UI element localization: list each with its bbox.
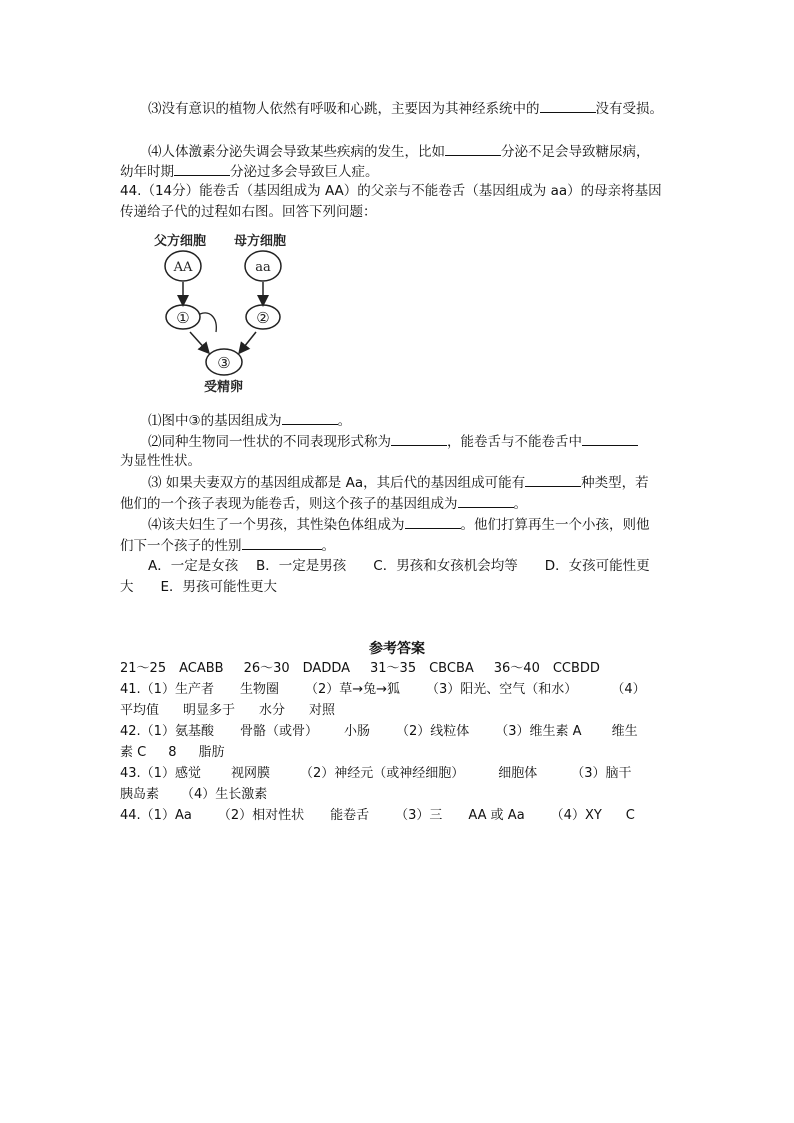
q43-part3-text-a: ⑶没有意识的植物人依然有呼吸和心跳，主要因为其神经系统中的 [148, 101, 540, 117]
answer-43-part: 胰岛素 [120, 787, 160, 802]
father-genes: AA [173, 260, 193, 275]
answer-21-25: 21～25 ACABB [120, 661, 224, 676]
answer-42-part: 素 C [120, 745, 147, 760]
q43-part4-line1 [148, 141, 650, 162]
answer-44-part: 44.（1）Aa [120, 808, 192, 823]
answer-41-line1 [120, 680, 646, 700]
answer-43-part: 细胞体 [498, 766, 538, 781]
answer-43-part: （2）神经元（或神经细胞） [299, 766, 465, 781]
answer-42-part: （2）线粒体 [395, 724, 470, 739]
sperm-tail [200, 313, 216, 332]
q44-sub2-line1 [148, 431, 638, 452]
answer-44-line [120, 806, 635, 826]
q44-sub3-line2 [120, 493, 527, 514]
answers-row-21-40 [120, 659, 600, 679]
q44-sub3-text-c: 他们的一个孩子表现为能卷舌，则这个孩子的基因组成为 [120, 496, 458, 512]
answer-43-part: （3）脑干 [571, 766, 632, 781]
node-2-label: ② [256, 309, 270, 327]
q44-sub1 [148, 410, 351, 431]
q44-sub3-text-b: 种类型，若 [581, 475, 649, 491]
answer-44-part: C [625, 808, 635, 823]
answer-41-part: 对照 [309, 703, 336, 718]
answer-42-line1 [120, 722, 638, 742]
q44-options-line2: 大 E．男孩可能性更大 [120, 579, 278, 595]
answer-42-part: 维生 [611, 724, 638, 739]
q44-sub1-blank [282, 410, 338, 425]
node-3-label: ③ [217, 354, 231, 372]
answer-43-part: （4）生长激素 [181, 787, 268, 802]
answer-44-part: （2）相对性状 [217, 808, 305, 823]
answer-42-part: 42.（1）氨基酸 [120, 724, 214, 739]
q44-sub3-text-a: ⑶ 如果夫妻双方的基因组成都是 Aa，其后代的基因组成可能有 [148, 475, 526, 491]
q44-options-line1: A．一定是女孩 B．一定是男孩 C．男孩和女孩机会均等 D．女孩可能性更 [148, 558, 650, 574]
gene-transfer-diagram [148, 228, 308, 398]
answer-41-line2 [120, 701, 335, 721]
q44-sub4-blank-2 [242, 535, 322, 550]
q44-sub3-blank-1 [525, 472, 581, 487]
q44-sub4-text-a: ⑷该夫妇生了一个男孩，其性染色体组成为 [148, 517, 405, 533]
answer-41-part: 水分 [259, 703, 286, 718]
q44-sub3-blank-2 [458, 493, 514, 508]
q44-sub2-blank-2 [582, 431, 638, 446]
q44-sub4-text-c: 们下一个孩子的性别 [120, 538, 242, 554]
zygote-label: 受精卵 [204, 380, 244, 395]
q43-part3-blank [540, 98, 596, 113]
answer-43-line1 [120, 764, 632, 784]
q44-sub4-blank-1 [405, 514, 461, 529]
q44-sub1-text-b: 。 [337, 413, 352, 429]
answer-41-part: 41.（1）生产者 [120, 682, 214, 697]
arrow-sperm-to-zygote [190, 332, 208, 352]
q44-sub4-text-d: 。 [321, 538, 335, 554]
q43-part4-text-b: 分泌不足会导致糖尿病， [501, 144, 650, 160]
answers-title: 参考答案 [369, 641, 425, 657]
answer-31-35: 31～35 CBCBA [370, 661, 474, 676]
answer-41-part: （4） [611, 682, 646, 697]
father-cell-label: 父方细胞 [154, 234, 207, 249]
q43-part4-text-d: 分泌过多会导致巨人症。 [230, 164, 379, 180]
answer-42-part: 脂肪 [198, 745, 225, 760]
q44-sub4-line2 [120, 535, 335, 556]
arrow-egg-to-zygote [240, 332, 256, 352]
mother-cell-label: 母方细胞 [234, 234, 287, 249]
answer-41-part: （3）阳光、空气（和水） [426, 682, 578, 697]
q44-sub3-line1 [148, 472, 649, 493]
q43-part4-text-a: ⑷人体激素分泌失调会导致某些疾病的发生，比如 [148, 144, 445, 160]
q43-part4-blank-1 [445, 141, 501, 156]
answer-43-line2 [120, 785, 267, 805]
q43-part3-text-b: 没有受损。 [595, 101, 663, 117]
q44-sub2-blank-1 [391, 431, 447, 446]
answer-44-part: （4）XY [550, 808, 602, 823]
q44-sub4-text-b: 。他们打算再生一个小孩，则他 [460, 517, 650, 533]
q43-part4-text-c: 幼年时期 [120, 164, 174, 180]
answer-42-part: 骨骼（或骨） [239, 724, 318, 739]
q44-sub1-text-a: ⑴图中③的基因组成为 [148, 413, 282, 429]
q44-sub2-line2: 为显性性状。 [120, 453, 201, 469]
answer-44-part: AA 或 Aa [468, 808, 525, 823]
q44-sub2-text-b: ，能卷舌与不能卷舌中 [447, 434, 582, 450]
q44-intro-line2: 传递给子代的过程如右图。回答下列问题： [120, 204, 377, 220]
q44-sub2-text-a: ⑵同种生物同一性状的不同表现形式称为 [148, 434, 391, 450]
answer-36-40: 36～40 CCBDD [493, 661, 600, 676]
answer-42-part: 8 [168, 745, 177, 760]
answer-43-part: 43.（1）感觉 [120, 766, 201, 781]
answer-42-part: 小肠 [343, 724, 370, 739]
q44-sub3-text-d: 。 [513, 496, 527, 512]
q43-part3 [148, 98, 663, 119]
answer-43-part: 视网膜 [230, 766, 270, 781]
answer-26-30: 26～30 DADDA [243, 661, 351, 676]
answer-41-part: 平均值 [120, 703, 160, 718]
answer-42-line2 [120, 743, 225, 763]
q44-sub4-line1 [148, 514, 650, 535]
q44-intro-line1: 44.（14分）能卷舌（基因组成为 AA）的父亲与不能卷舌（基因组成为 aa）的母亲将基因 [120, 183, 662, 199]
answer-42-part: （3）维生素 A [495, 724, 582, 739]
node-1-label: ① [176, 309, 190, 327]
q43-part4-line2 [120, 161, 379, 182]
mother-genes: aa [255, 260, 271, 275]
answer-41-part: 明显多于 [183, 703, 236, 718]
answer-41-part: （2）草→兔→狐 [304, 682, 401, 697]
answer-44-part: 能卷舌 [330, 808, 370, 823]
answer-41-part: 生物圈 [239, 682, 279, 697]
q43-part4-blank-2 [174, 161, 230, 176]
answer-44-part: （3）三 [395, 808, 443, 823]
